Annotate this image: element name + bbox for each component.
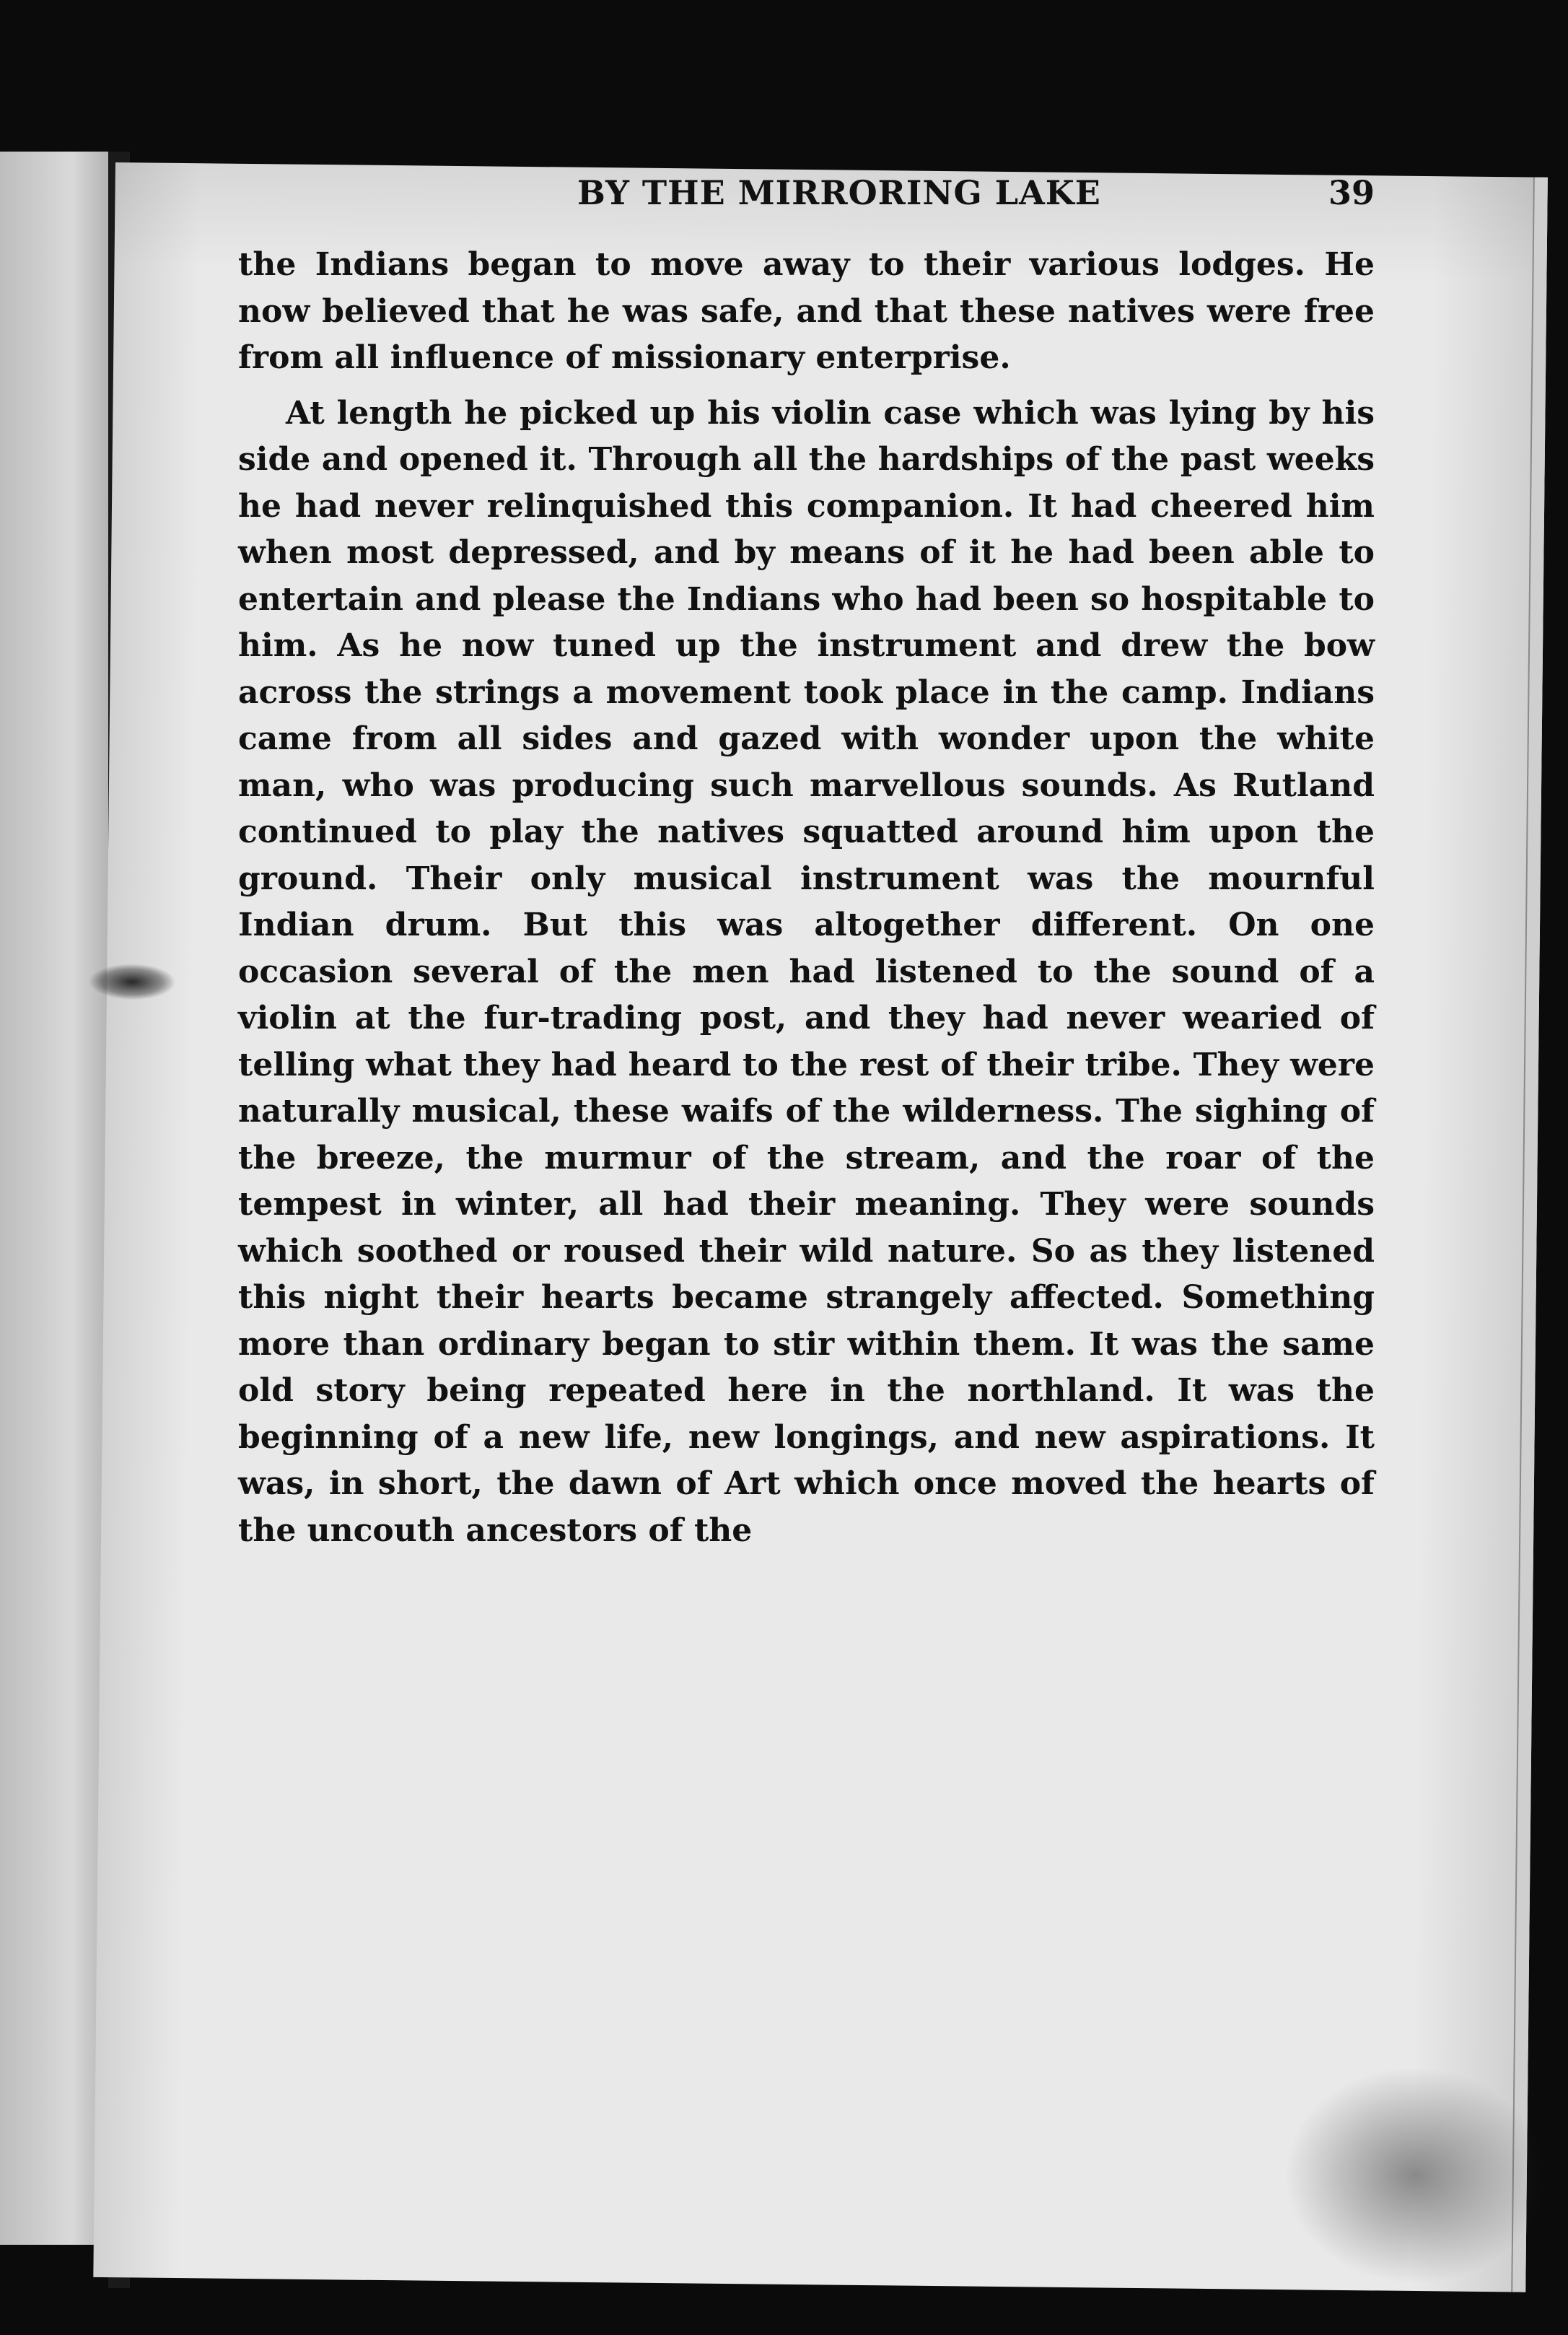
running-title: BY THE MIRRORING LAKE bbox=[577, 173, 1101, 212]
paragraph-violin: At length he picked up his violin case which was lying by his side and opened it. Through all the hardships of the past weeks he had never relinquished this companion. It had cheered him when most depressed, and by means of it he had been able to entertain and please the Indians who had been so hospitable to him. As he now tuned up the instrument and drew the bow across the strings a movement took place in the camp. Indians came from all sides and gazed with wonder upon the white man, who was producing such marvellous sounds. As Rutland continued to play the natives squatted around him upon the ground. Their only musical instrument was the mournful Indian drum. But this was altogether different. On one occasion several of the men had listened to the sound of a violin at the fur-trading post, and they had never wearied of telling what they had heard to the rest of their tribe. They were naturally musical, these waifs of the wilderness. The sighing of the breeze, the murmur of the stream, and the roar of the tempest in winter, all had their meaning. They were sounds which soothed or roused their wild nature. So as they listened this night their hearts became strangely affected. Something more than ordinary began to stir within them. It was the same old story being repeated here in the northland. It was the beginning of a new life, new longings, and new aspirations. It was, in short, the dawn of Art which once moved the hearts of the uncouth ancestors of the bbox=[238, 394, 1375, 1549]
body-text bbox=[238, 242, 1375, 1554]
page-number: 39 bbox=[1328, 173, 1375, 212]
page-header bbox=[238, 173, 1375, 238]
page-fore-edge bbox=[1511, 178, 1548, 2292]
ink-smudge bbox=[1284, 2066, 1546, 2285]
paragraph-continued: the Indians began to move away to their various lodges. He now believed that he was safe, and that these natives were free from all influence of missionary enterprise. bbox=[238, 246, 1375, 376]
